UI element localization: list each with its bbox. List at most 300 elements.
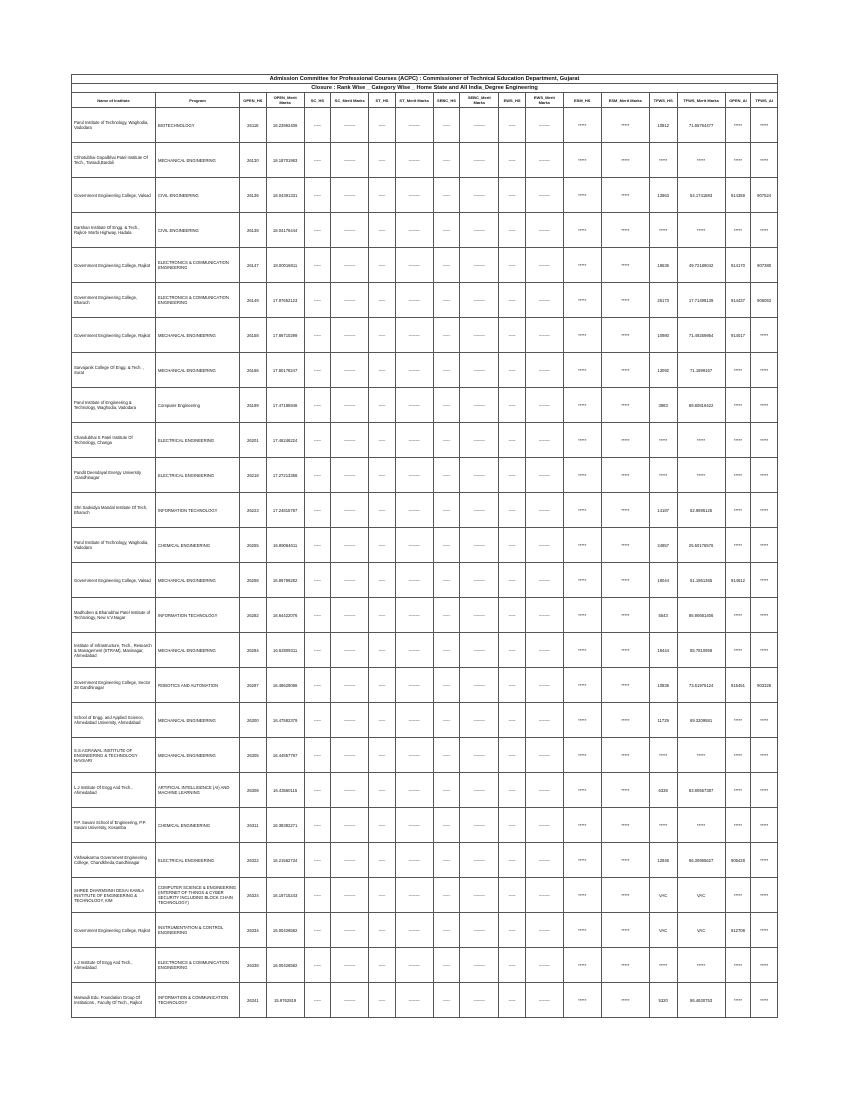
value-cell: ***** — [601, 948, 649, 983]
program-cell: MECHANICAL ENGINEERING — [156, 353, 240, 388]
report-subtitle: Closure : Rank Wise _ Category Wise _ Home State and All India_Degree Engineering — [72, 84, 778, 93]
value-cell: 5543 — [649, 598, 677, 633]
column-header: SC_HS — [304, 93, 331, 108]
value-cell: ***** — [725, 108, 751, 143]
value-cell: 16.21562734 — [266, 843, 304, 878]
institute-cell: Madhuben & Bhanubhai Patel Institute of Technology, New V.V.Nagar — [72, 598, 156, 633]
value-cell: ----- — [304, 493, 331, 528]
value-cell: ----- — [369, 808, 396, 843]
value-cell: ----- — [369, 528, 396, 563]
value-cell: 14187 — [649, 493, 677, 528]
value-cell: ***** — [601, 563, 649, 598]
value-cell: ***** — [677, 738, 725, 773]
value-cell: ***** — [725, 423, 751, 458]
value-cell: ***** — [563, 563, 601, 598]
value-cell: ***** — [677, 423, 725, 458]
value-cell: 26297 — [240, 668, 267, 703]
value-cell: -------- — [460, 948, 499, 983]
institute-cell: Chandubhai S Patel Institute Of Technology, Changa — [72, 423, 156, 458]
value-cell: ----- — [433, 423, 460, 458]
value-cell: ***** — [563, 353, 601, 388]
value-cell: -------- — [331, 388, 369, 423]
value-cell: ----- — [499, 773, 526, 808]
program-cell: MECHANICAL ENGINEERING — [156, 738, 240, 773]
column-header: TFWS_AI — [751, 93, 778, 108]
table-row — [72, 598, 778, 633]
value-cell: ***** — [563, 318, 601, 353]
institute-cell: Government Engineering College, Bharuch — [72, 283, 156, 318]
value-cell: ***** — [751, 738, 778, 773]
value-cell: 18044 — [649, 563, 677, 598]
value-cell: -------- — [331, 248, 369, 283]
value-cell: ----- — [304, 773, 331, 808]
value-cell: ----- — [304, 843, 331, 878]
column-header: Name of Institute — [72, 93, 156, 108]
value-cell: 26311 — [240, 808, 267, 843]
value-cell: ----- — [433, 913, 460, 948]
value-cell: ***** — [601, 283, 649, 318]
value-cell: ----- — [433, 458, 460, 493]
value-cell: -------- — [331, 563, 369, 598]
value-cell: ----- — [369, 843, 396, 878]
table-row — [72, 353, 778, 388]
value-cell: -------- — [395, 808, 433, 843]
value-cell: ***** — [563, 108, 601, 143]
value-cell: 907524 — [751, 178, 778, 213]
table-row — [72, 983, 778, 1018]
value-cell: 16.18715243 — [266, 878, 304, 913]
table-row — [72, 318, 778, 353]
value-cell: ----- — [369, 668, 396, 703]
value-cell: -------- — [331, 213, 369, 248]
value-cell: ***** — [725, 388, 751, 423]
value-cell: 66.30955627 — [677, 843, 725, 878]
value-cell: ***** — [649, 423, 677, 458]
institute-cell: Sarvajanik College Of Engg. & Tech. , Surat — [72, 353, 156, 388]
institute-cell: Marwadi Edu. Foundation Group Of Institutions , Faculty Of Tech., Rajkot — [72, 983, 156, 1018]
column-header: SEBC_Merit Marks — [460, 93, 499, 108]
value-cell: ***** — [751, 493, 778, 528]
value-cell: ***** — [725, 983, 751, 1018]
value-cell: ----- — [304, 318, 331, 353]
institute-cell: S.S.AGRAWAL INSTITUTE OF ENGINEERING & TECHNOLOGY NAVSARI — [72, 738, 156, 773]
value-cell: ***** — [563, 703, 601, 738]
value-cell: ***** — [677, 458, 725, 493]
value-cell: ----- — [499, 423, 526, 458]
value-cell: ***** — [725, 878, 751, 913]
value-cell: 71.65764477 — [677, 108, 725, 143]
value-cell: ----- — [433, 633, 460, 668]
value-cell: ----- — [304, 948, 331, 983]
value-cell: 5320 — [649, 983, 677, 1018]
value-cell: ----- — [433, 108, 460, 143]
value-cell: -------- — [525, 808, 563, 843]
value-cell: -------- — [525, 528, 563, 563]
table-row — [72, 283, 778, 318]
value-cell: -------- — [460, 773, 499, 808]
value-cell: ----- — [433, 773, 460, 808]
value-cell: -------- — [395, 598, 433, 633]
column-header: ST_HS — [369, 93, 396, 108]
program-cell: ELECTRONICS & COMMUNICATION ENGINEERING — [156, 948, 240, 983]
value-cell: -------- — [331, 878, 369, 913]
header-row — [72, 93, 778, 108]
institute-cell: Vishwakarma Government Engineering College, Chandkheda,Gandhinagar — [72, 843, 156, 878]
value-cell: ***** — [725, 808, 751, 843]
value-cell: ***** — [563, 668, 601, 703]
value-cell: ***** — [751, 703, 778, 738]
value-cell: -------- — [331, 738, 369, 773]
table-row — [72, 773, 778, 808]
program-cell: CIVIL ENGINEERING — [156, 178, 240, 213]
value-cell: 903328 — [751, 668, 778, 703]
value-cell: -------- — [331, 318, 369, 353]
value-cell: ***** — [725, 493, 751, 528]
value-cell: -------- — [331, 423, 369, 458]
institute-cell: Chhotubhai Gopalbhai Patel Institute Of Tech., Tarsadi,Bardoli — [72, 143, 156, 178]
value-cell: ***** — [751, 843, 778, 878]
value-cell: ----- — [369, 143, 396, 178]
value-cell: ***** — [563, 983, 601, 1018]
value-cell: -------- — [460, 913, 499, 948]
program-cell: CIVIL ENGINEERING — [156, 213, 240, 248]
value-cell: -------- — [460, 423, 499, 458]
value-cell: 16.00426582 — [266, 913, 304, 948]
value-cell: ***** — [751, 108, 778, 143]
value-cell: ----- — [369, 878, 396, 913]
program-cell: ELECTRONICS & COMMUNICATION ENGINEERING — [156, 283, 240, 318]
value-cell: ***** — [751, 878, 778, 913]
value-cell: 55.7810958 — [677, 633, 725, 668]
value-cell: ----- — [304, 913, 331, 948]
value-cell: ----- — [304, 598, 331, 633]
program-cell: MECHANICAL ENGINEERING — [156, 703, 240, 738]
value-cell: ***** — [649, 948, 677, 983]
value-cell: -------- — [395, 178, 433, 213]
value-cell: -------- — [460, 633, 499, 668]
value-cell: -------- — [525, 353, 563, 388]
value-cell: -------- — [331, 108, 369, 143]
value-cell: 26218 — [240, 458, 267, 493]
value-cell: ----- — [433, 493, 460, 528]
value-cell: 16.43560115 — [266, 773, 304, 808]
value-cell: ----- — [304, 878, 331, 913]
value-cell: ***** — [601, 493, 649, 528]
value-cell: 906428 — [725, 843, 751, 878]
column-header: EWS_HS — [499, 93, 526, 108]
value-cell: ----- — [369, 493, 396, 528]
value-cell: ----- — [369, 458, 396, 493]
value-cell: ----- — [433, 143, 460, 178]
value-cell: ***** — [725, 738, 751, 773]
value-cell: -------- — [460, 598, 499, 633]
value-cell: 10812 — [649, 108, 677, 143]
value-cell: ***** — [751, 773, 778, 808]
value-cell: -------- — [395, 528, 433, 563]
value-cell: ***** — [563, 493, 601, 528]
value-cell: 26130 — [240, 143, 267, 178]
value-cell: 16.62809311 — [266, 633, 304, 668]
value-cell: ***** — [601, 983, 649, 1018]
value-cell: ***** — [563, 423, 601, 458]
value-cell: -------- — [525, 213, 563, 248]
value-cell: 26305 — [240, 738, 267, 773]
value-cell: -------- — [395, 248, 433, 283]
value-cell: -------- — [460, 878, 499, 913]
value-cell: -------- — [460, 213, 499, 248]
value-cell: 914170 — [725, 248, 751, 283]
value-cell: ***** — [751, 948, 778, 983]
value-cell: -------- — [395, 563, 433, 598]
value-cell: 915451 — [725, 668, 751, 703]
value-cell: ----- — [304, 738, 331, 773]
value-cell: -------- — [460, 178, 499, 213]
value-cell: ----- — [369, 283, 396, 318]
value-cell: -------- — [525, 388, 563, 423]
value-cell: -------- — [460, 528, 499, 563]
value-cell: ----- — [304, 458, 331, 493]
value-cell: ----- — [304, 808, 331, 843]
value-cell: ----- — [369, 773, 396, 808]
institute-cell: Institute of Infrastructure, Tech., Research & Management (IITRAM), Maninagar, Ahmedabad — [72, 633, 156, 668]
value-cell: 906063 — [751, 283, 778, 318]
value-cell: ***** — [751, 983, 778, 1018]
value-cell: ***** — [601, 913, 649, 948]
program-cell: INFORMATION TECHNOLOGY — [156, 493, 240, 528]
table-row — [72, 633, 778, 668]
value-cell: 17.97652123 — [266, 283, 304, 318]
column-header: ST_Merit Marks — [395, 93, 433, 108]
value-cell: -------- — [331, 178, 369, 213]
value-cell: -------- — [395, 843, 433, 878]
table-row — [72, 668, 778, 703]
institute-cell: Parul Institute of Engineering & Technology, Waghodia, Vadodara — [72, 388, 156, 423]
program-cell: MECHANICAL ENGINEERING — [156, 143, 240, 178]
value-cell: ----- — [369, 213, 396, 248]
value-cell: ***** — [751, 458, 778, 493]
value-cell: 12846 — [649, 843, 677, 878]
value-cell: ***** — [563, 878, 601, 913]
institute-cell: Pandit Deendayal Energy University ,Gandhinagar — [72, 458, 156, 493]
value-cell: -------- — [525, 563, 563, 598]
column-header: SEBC_HS — [433, 93, 460, 108]
value-cell: ----- — [433, 668, 460, 703]
value-cell: ***** — [649, 808, 677, 843]
value-cell: ----- — [433, 388, 460, 423]
value-cell: ***** — [751, 808, 778, 843]
value-cell: 69.3209581 — [677, 703, 725, 738]
value-cell: -------- — [460, 563, 499, 598]
table-row — [72, 563, 778, 598]
value-cell: ***** — [751, 143, 778, 178]
value-cell: ***** — [725, 143, 751, 178]
value-cell: -------- — [525, 143, 563, 178]
value-cell: 26201 — [240, 423, 267, 458]
program-cell: MECHANICAL ENGINEERING — [156, 633, 240, 668]
value-cell: -------- — [460, 388, 499, 423]
institute-cell: Parul Institute of Technology, Waghodia, Vadodara — [72, 108, 156, 143]
value-cell: -------- — [395, 108, 433, 143]
value-cell: ----- — [499, 388, 526, 423]
value-cell: -------- — [460, 808, 499, 843]
program-cell: BIOTECHNOLOGY — [156, 108, 240, 143]
value-cell: 914612 — [725, 563, 751, 598]
value-cell: 3983 — [649, 388, 677, 423]
column-header: ESM_HS — [563, 93, 601, 108]
value-cell: ***** — [601, 178, 649, 213]
value-cell: -------- — [331, 808, 369, 843]
value-cell: ----- — [304, 353, 331, 388]
value-cell: ***** — [601, 843, 649, 878]
value-cell: 16.44857787 — [266, 738, 304, 773]
value-cell: -------- — [460, 248, 499, 283]
value-cell: ----- — [304, 703, 331, 738]
value-cell: ***** — [601, 108, 649, 143]
value-cell: 907380 — [751, 248, 778, 283]
value-cell: 15.9762819 — [266, 983, 304, 1018]
value-cell: -------- — [395, 388, 433, 423]
value-cell: -------- — [460, 983, 499, 1018]
value-cell: ***** — [563, 633, 601, 668]
closure-sheet — [71, 74, 778, 1018]
column-header: ESM_Merit Marks — [601, 93, 649, 108]
value-cell: VAC — [649, 913, 677, 948]
value-cell: ***** — [563, 598, 601, 633]
value-cell: 17.47185946 — [266, 388, 304, 423]
value-cell: 16.64422076 — [266, 598, 304, 633]
value-cell: ----- — [369, 178, 396, 213]
institute-cell: Government Engineering College, Rajkot — [72, 913, 156, 948]
value-cell: 26322 — [240, 843, 267, 878]
value-cell: -------- — [395, 493, 433, 528]
value-cell: ----- — [369, 318, 396, 353]
value-cell: ***** — [601, 878, 649, 913]
value-cell: -------- — [460, 458, 499, 493]
value-cell: -------- — [331, 143, 369, 178]
value-cell: -------- — [395, 633, 433, 668]
value-cell: 73.61975124 — [677, 668, 725, 703]
value-cell: 6338 — [649, 773, 677, 808]
value-cell: -------- — [525, 773, 563, 808]
value-cell: 16.89064611 — [266, 528, 304, 563]
value-cell: 10980 — [649, 318, 677, 353]
value-cell: -------- — [395, 423, 433, 458]
value-cell: -------- — [331, 983, 369, 1018]
value-cell: 18536 — [649, 248, 677, 283]
table-row — [72, 703, 778, 738]
value-cell: -------- — [525, 178, 563, 213]
value-cell: 26223 — [240, 493, 267, 528]
value-cell: ----- — [433, 703, 460, 738]
value-cell: -------- — [331, 668, 369, 703]
value-cell: ***** — [725, 213, 751, 248]
program-cell: CHEMICAL ENGINEERING — [156, 528, 240, 563]
program-cell: ELECTRICAL ENGINEERING — [156, 843, 240, 878]
value-cell: ***** — [677, 213, 725, 248]
table-row — [72, 843, 778, 878]
table-row — [72, 458, 778, 493]
report-title: Admission Committee for Professional Courses (ACPC) : Commissioner of Technical Education Department, Gujarat — [72, 75, 778, 84]
value-cell: ***** — [601, 703, 649, 738]
value-cell: ***** — [601, 423, 649, 458]
value-cell: VAC — [677, 913, 725, 948]
value-cell: ----- — [499, 913, 526, 948]
value-cell: ----- — [433, 948, 460, 983]
value-cell: ***** — [563, 528, 601, 563]
value-cell: ----- — [499, 633, 526, 668]
table-row — [72, 248, 778, 283]
table-row — [72, 528, 778, 563]
table-row — [72, 878, 778, 913]
value-cell: -------- — [525, 458, 563, 493]
value-cell: 18.23962406 — [266, 108, 304, 143]
value-cell: ***** — [563, 388, 601, 423]
value-cell: -------- — [395, 983, 433, 1018]
value-cell: 54.1741883 — [677, 178, 725, 213]
value-cell: ----- — [369, 388, 396, 423]
value-cell: -------- — [331, 633, 369, 668]
program-cell: ARTIFICIAL INTELLIGENCE (AI) AND MACHINE LEARNING — [156, 773, 240, 808]
value-cell: ----- — [304, 983, 331, 1018]
value-cell: 62.9895125 — [677, 493, 725, 528]
value-cell: ----- — [433, 563, 460, 598]
value-cell: ----- — [369, 353, 396, 388]
value-cell: ***** — [751, 563, 778, 598]
value-cell: ----- — [304, 633, 331, 668]
value-cell: ***** — [563, 738, 601, 773]
value-cell: ----- — [499, 458, 526, 493]
program-cell: ELECTRONICS & COMMUNICATION ENGINEERING — [156, 248, 240, 283]
column-header: OPEN_AI — [725, 93, 751, 108]
value-cell: -------- — [331, 913, 369, 948]
value-cell: ***** — [563, 178, 601, 213]
value-cell: ----- — [433, 983, 460, 1018]
value-cell: ***** — [677, 143, 725, 178]
table-row — [72, 213, 778, 248]
program-cell: ELECTRICAL ENGINEERING — [156, 458, 240, 493]
program-cell: COMPUTER SCIENCE & ENGINEERING (INTERNET OF THINGS & CYBER SECURITY INCLUDING BLOCK CHAIN TECHNOLOGY) — [156, 878, 240, 913]
value-cell: ***** — [751, 213, 778, 248]
value-cell: ----- — [304, 108, 331, 143]
program-cell: ROBOTICS AND AUTOMATION — [156, 668, 240, 703]
value-cell: ***** — [725, 458, 751, 493]
institute-cell: L.J Institute Of Engg And Tech., Ahmedabad — [72, 948, 156, 983]
table-row — [72, 423, 778, 458]
value-cell: ***** — [563, 913, 601, 948]
value-cell: ***** — [677, 948, 725, 983]
value-cell: 16.00426582 — [266, 948, 304, 983]
value-cell: 17.86710299 — [266, 318, 304, 353]
value-cell: ***** — [563, 773, 601, 808]
institute-cell: Shri Sadvidya Mandal Institute Of Tech, Bharuch — [72, 493, 156, 528]
value-cell: -------- — [525, 283, 563, 318]
value-cell: ----- — [499, 738, 526, 773]
value-cell: 912708 — [725, 913, 751, 948]
value-cell: -------- — [525, 423, 563, 458]
value-cell: 26147 — [240, 248, 267, 283]
value-cell: ***** — [649, 458, 677, 493]
value-cell: ----- — [433, 598, 460, 633]
value-cell: -------- — [395, 878, 433, 913]
value-cell: 49.72189042 — [677, 248, 725, 283]
value-cell: -------- — [331, 598, 369, 633]
value-cell: ----- — [369, 738, 396, 773]
value-cell: 26199 — [240, 388, 267, 423]
table-row — [72, 948, 778, 983]
value-cell: 85.90681406 — [677, 598, 725, 633]
value-cell: 17.46246224 — [266, 423, 304, 458]
value-cell: 16.48629086 — [266, 668, 304, 703]
